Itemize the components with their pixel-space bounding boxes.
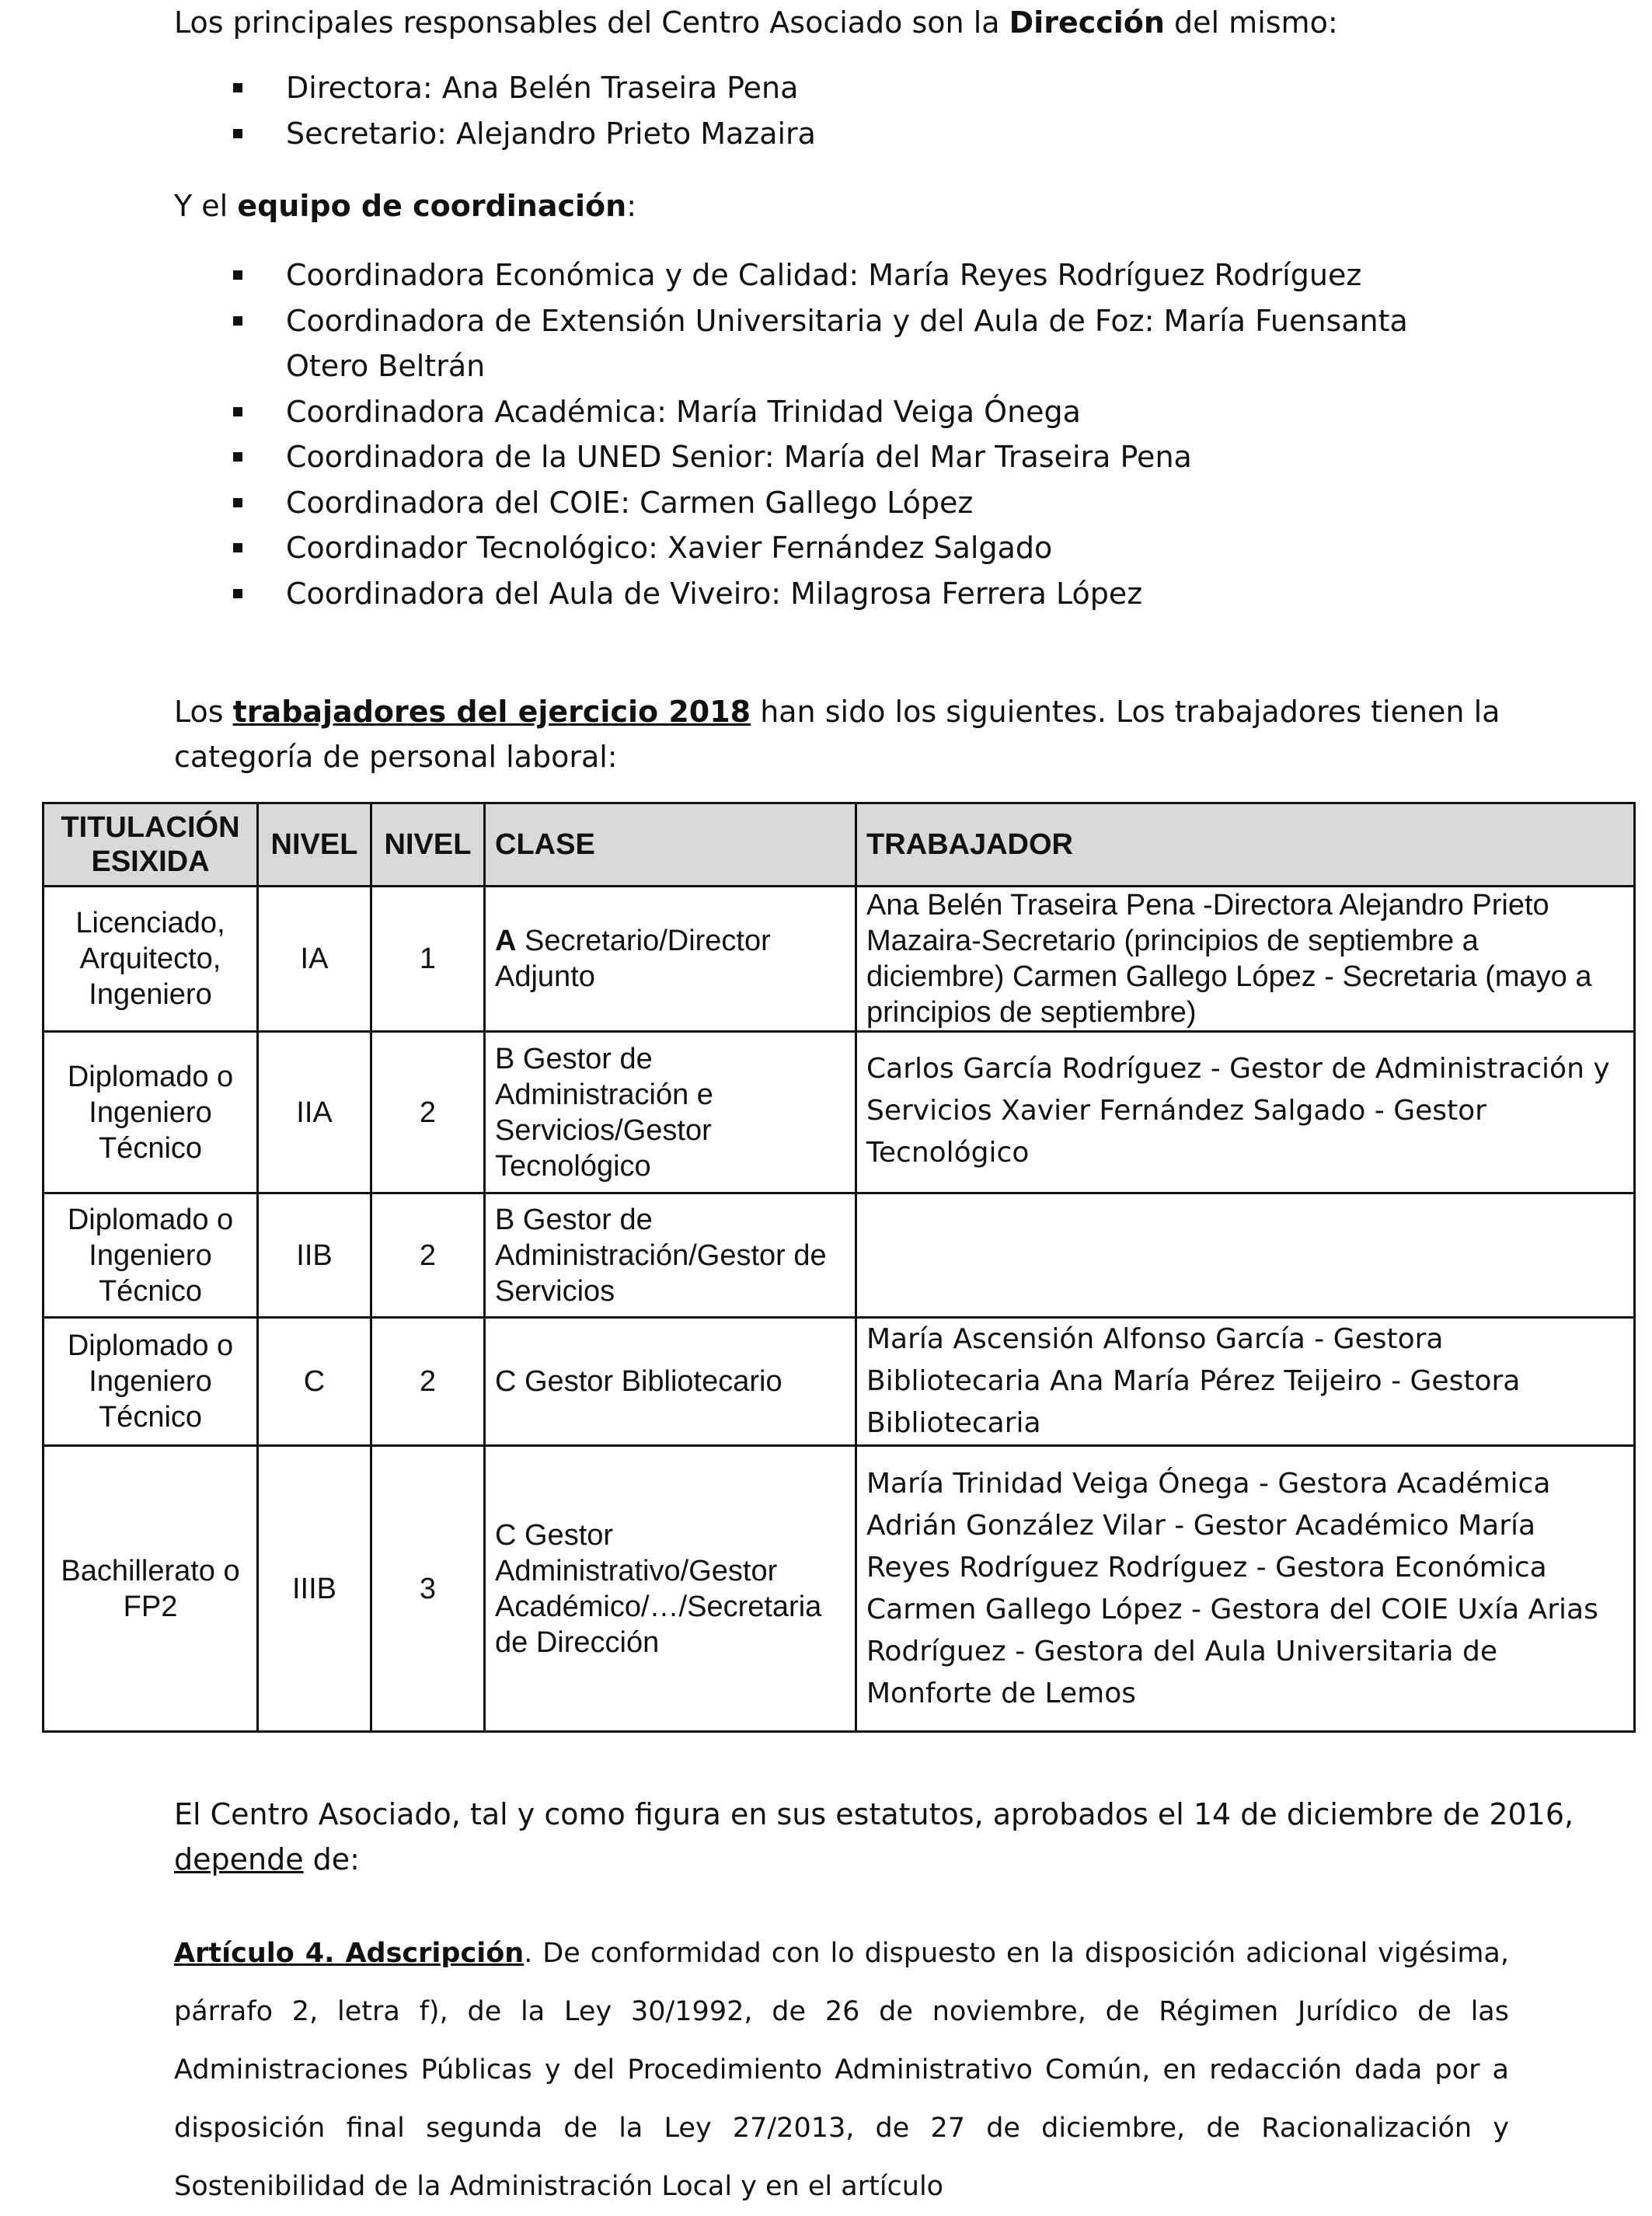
cell-nivel-2: 3: [371, 1446, 485, 1732]
cell-trabajador: [856, 1193, 1635, 1318]
table-row: [44, 1446, 1635, 1732]
cell-trabajador: María Ascensión Alfonso García - Gestora Bibliotecaria Ana María Pérez Teijeiro - Gestora Bibliotecaria: [856, 1318, 1635, 1446]
cell-clase: A Secretario/Director Adjunto: [485, 887, 856, 1032]
table-row: [44, 887, 1635, 1032]
intro-paragraph: [174, 0, 1338, 45]
square-bullet-icon: [233, 589, 242, 598]
statutes-line2: depende de:: [174, 1842, 360, 1876]
header-nivel: NIVEL: [258, 803, 371, 887]
cell-titulacion: Licenciado, Arquitecto, Ingeniero: [44, 887, 258, 1032]
cell-trabajador: María Trinidad Veiga Ónega - Gestora Académica Adrián González Vilar - Gestor Académico María Reyes Rodríguez Rodríguez - Gestora Económica Carmen Gallego López - Gestora del COIE Uxía Arias Rodríguez - Gestora del Aula Universitaria de Monforte de Lemos: [856, 1446, 1635, 1732]
table-header-row: [44, 803, 1635, 887]
list-item: Coordinador Tecnológico: Xavier Fernández Salgado: [174, 525, 1498, 571]
header-nivel-2: NIVEL: [371, 803, 485, 887]
intro-text-end: del mismo:: [1164, 5, 1338, 40]
coordination-list: [174, 253, 1498, 616]
table-row: [44, 1318, 1635, 1446]
coordination-bold: equipo de coordinación: [237, 189, 627, 223]
square-bullet-icon: [233, 498, 242, 507]
list-item: Coordinadora Académica: María Trinidad Veiga Ónega: [174, 389, 1498, 435]
article-heading: Artículo 4. Adscripción: [174, 1938, 525, 1969]
cell-clase: B Gestor de Administración/Gestor de Servicios: [485, 1193, 856, 1318]
cell-titulacion: Diplomado o Ingeniero Técnico: [44, 1193, 258, 1318]
square-bullet-icon: [233, 316, 242, 326]
header-trabajador: TRABAJADOR: [856, 803, 1635, 887]
direction-list: [174, 65, 816, 156]
list-item: Directora: Ana Belén Traseira Pena: [174, 65, 816, 111]
cell-nivel-2: 1: [371, 887, 485, 1032]
square-bullet-icon: [233, 270, 242, 280]
statutes-line1: El Centro Asociado, tal y como figura en sus estatutos, aprobados el 14 de diciembre de 2016,: [174, 1797, 1574, 1831]
list-item: Secretario: Alejandro Prieto Mazaira: [174, 111, 816, 157]
square-bullet-icon: [233, 129, 242, 138]
cell-trabajador: Carlos García Rodríguez - Gestor de Administración y Servicios Xavier Fernández Salgado - Gestor Tecnológico: [856, 1032, 1635, 1193]
header-titulacion: TITULACIÓN ESIXIDA: [44, 803, 258, 887]
table-row: [44, 1032, 1635, 1193]
cell-titulacion: Bachillerato o FP2: [44, 1446, 258, 1732]
article-body: . De conformidad con lo dispuesto en la disposición adicional vigésima, párrafo 2, letra f), de la Ley 30/1992, de 26 de noviembre, de Régimen Jurídico de las Administraciones Públicas y del Procedimiento Administrativo Común, en redacción dada por a disposición final segunda de la Ley 27/2013, de 27 de diciembre, de Racionalización y Sostenibilidad de la Administración Local y en el artículo: [174, 1938, 1509, 2202]
article-4-paragraph: [174, 1925, 1509, 2216]
cell-nivel: IIIB: [258, 1446, 371, 1732]
header-clase: CLASE: [485, 803, 856, 887]
cell-nivel-2: 2: [371, 1032, 485, 1193]
cell-nivel: IIB: [258, 1193, 371, 1318]
square-bullet-icon: [233, 452, 242, 462]
square-bullet-icon: [233, 543, 242, 552]
list-item: Coordinadora del Aula de Viveiro: Milagrosa Ferrera López: [174, 571, 1498, 617]
workers-intro: Los trabajadores del ejercicio 2018 han sido los siguientes. Los trabajadores tienen la: [174, 695, 1500, 729]
intro-bold: Dirección: [1009, 5, 1165, 40]
cell-nivel-2: 2: [371, 1193, 485, 1318]
square-bullet-icon: [233, 83, 242, 92]
cell-nivel: IA: [258, 887, 371, 1032]
cell-clase: C Gestor Administrativo/Gestor Académico/…/Secretaria de Dirección: [485, 1446, 856, 1732]
cell-nivel: C: [258, 1318, 371, 1446]
cell-clase: C Gestor Bibliotecario: [485, 1318, 856, 1446]
coordination-intro: Y el equipo de coordinación:: [174, 189, 637, 223]
list-item: Coordinadora de Extensión Universitaria y del Aula de Foz: María Fuensanta Otero Beltrán: [174, 298, 1498, 389]
workers-intro-line2: categoría de personal laboral:: [174, 740, 618, 774]
table-row: [44, 1193, 1635, 1318]
square-bullet-icon: [233, 407, 242, 416]
cell-titulacion: Diplomado o Ingeniero Técnico: [44, 1032, 258, 1193]
cell-titulacion: Diplomado o Ingeniero Técnico: [44, 1318, 258, 1446]
list-item: Coordinadora del COIE: Carmen Gallego López: [174, 480, 1498, 526]
cell-clase: B Gestor de Administración e Servicios/Gestor Tecnológico: [485, 1032, 856, 1193]
workers-table: [42, 802, 1636, 1733]
depende-underlined: depende: [174, 1842, 304, 1876]
list-item: Coordinadora Económica y de Calidad: María Reyes Rodríguez Rodríguez: [174, 253, 1498, 298]
list-item: Coordinadora de la UNED Senior: María del Mar Traseira Pena: [174, 434, 1498, 480]
cell-nivel: IIA: [258, 1032, 371, 1193]
cell-trabajador: Ana Belén Traseira Pena -Directora Alejandro Prieto Mazaira-Secretario (principios de septiembre a diciembre) Carmen Gallego López - Secretaria (mayo a principios de septiembre): [856, 887, 1635, 1032]
cell-nivel-2: 2: [371, 1318, 485, 1446]
workers-year-underlined: trabajadores del ejercicio 2018: [232, 695, 751, 729]
intro-text: Los principales responsables del Centro Asociado son la: [174, 5, 1009, 40]
